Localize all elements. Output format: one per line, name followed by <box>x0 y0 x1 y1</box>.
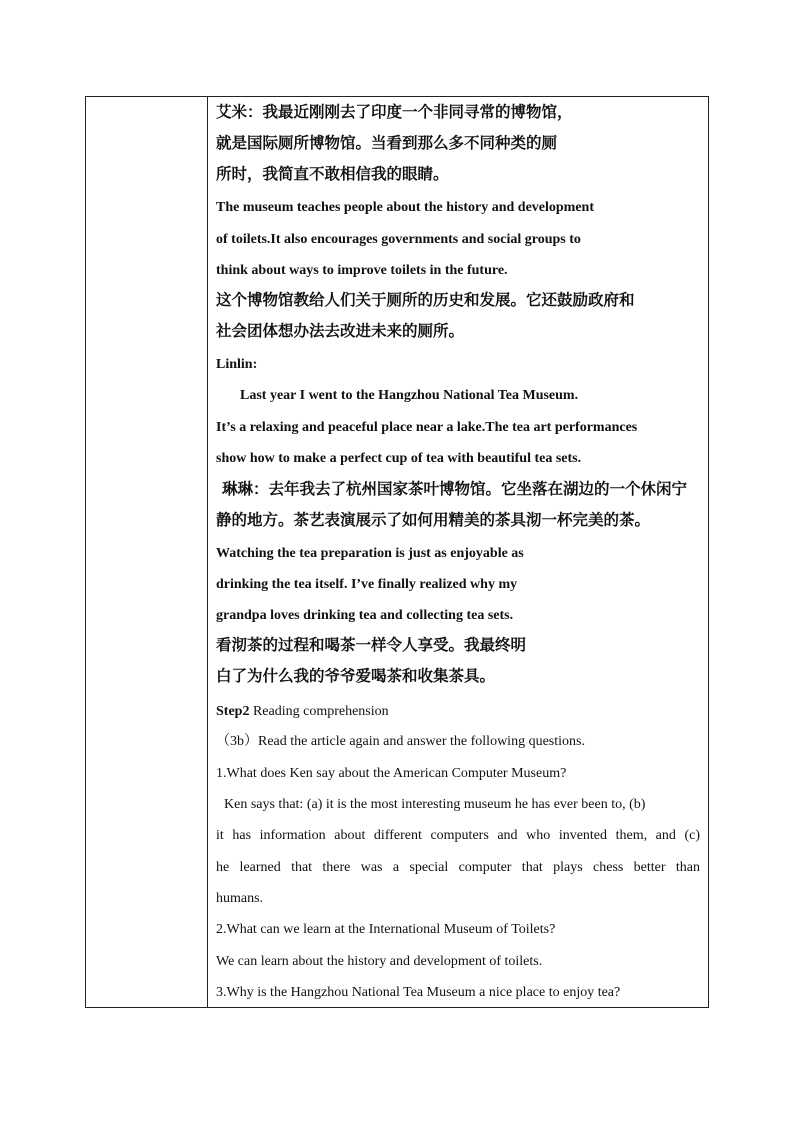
step-label: Step2 <box>216 704 250 719</box>
en-line-linlin-3: show how to make a perfect cup of tea with beautiful tea sets. <box>216 451 582 466</box>
cn-line-linlin-2: 静的地方。茶艺表演展示了如何用精美的茶具沏一杯完美的茶。 <box>216 511 651 529</box>
cn-line-linlin-1: 琳琳：去年我去了杭州国家茶叶博物馆。它坐落在湖边的一个休闲宁 <box>222 480 688 498</box>
answer-2: We can learn about the history and development of toilets. <box>216 954 543 969</box>
en-line-museum-2: of toilets.It also encourages governments and social groups to <box>216 232 581 247</box>
question-3: 3.Why is the Hangzhou National Tea Museum a nice place to enjoy tea? <box>216 985 621 1000</box>
en-line-linlin-1: Last year I went to the Hangzhou National Tea Museum. <box>240 388 579 403</box>
content-cell <box>208 97 708 1007</box>
answer-1-line-2: it has information about different computers and who invented them, and (c) <box>216 828 700 843</box>
step-title: Reading comprehension <box>252 704 389 719</box>
task-3b-instruction: （3b）Read the article again and answer the following questions. <box>216 734 585 749</box>
speaker-linlin: Linlin: <box>216 357 258 372</box>
cn-line-watching-1: 看沏茶的过程和喝茶一样令人享受。我最终明 <box>216 636 527 654</box>
cn-line-amy-3: 所时，我简直不敢相信我的眼睛。 <box>216 165 449 183</box>
answer-1-line-4: humans. <box>216 891 264 906</box>
question-2: 2.What can we learn at the International Museum of Toilets? <box>216 922 556 937</box>
cn-line-museum-2: 社会团体想办法去改进未来的厕所。 <box>216 322 465 340</box>
cn-line-amy-2: 就是国际厕所博物馆。当看到那么多不同种类的厕 <box>216 134 558 152</box>
left-column-cell <box>86 97 208 1007</box>
answer-1-line-3: he learned that there was a special computer that plays chess better than <box>216 860 700 875</box>
en-line-watching-3: grandpa loves drinking tea and collecting tea sets. <box>216 608 514 623</box>
en-line-watching-2: drinking the tea itself. I’ve finally realized why my <box>216 577 518 592</box>
en-line-museum-1: The museum teaches people about the history and development <box>216 200 595 215</box>
question-1: 1.What does Ken say about the American Computer Museum? <box>216 766 567 781</box>
en-line-museum-3: think about ways to improve toilets in the future. <box>216 263 508 278</box>
en-line-linlin-2: It’s a relaxing and peaceful place near a lake.The tea art performances <box>216 420 638 435</box>
step2-heading <box>216 705 700 719</box>
answer-1-line-1: Ken says that: (a) it is the most interesting museum he has ever been to, (b) <box>224 797 646 812</box>
cn-line-museum-1: 这个博物馆教给人们关于厕所的历史和发展。它还鼓励政府和 <box>216 291 635 309</box>
cn-line-watching-2: 白了为什么我的爷爷爱喝茶和收集茶具。 <box>216 667 496 685</box>
en-line-watching-1: Watching the tea preparation is just as enjoyable as <box>216 546 524 561</box>
lesson-table <box>85 96 709 1008</box>
cn-line-amy-1: 艾米：我最近刚刚去了印度一个非同寻常的博物馆， <box>216 103 573 121</box>
